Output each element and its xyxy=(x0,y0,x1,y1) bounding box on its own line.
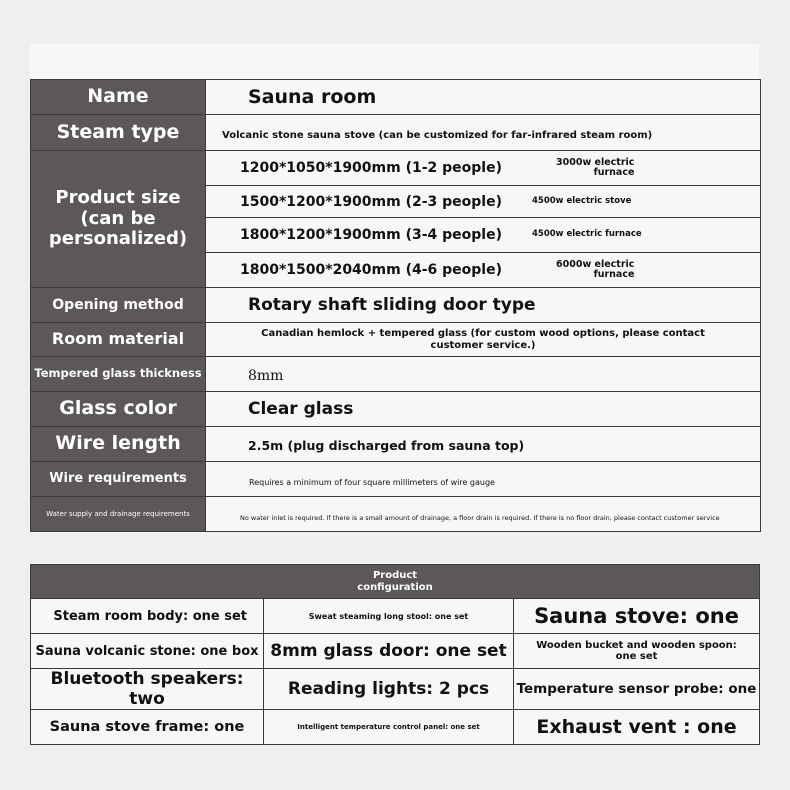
config-row-3 xyxy=(31,669,760,710)
stove-3: 4500w electric furnace xyxy=(532,229,642,240)
config-row-1 xyxy=(31,599,760,634)
size-4: 1800*1500*2040mm (4-6 people) xyxy=(240,262,503,278)
steam-type-label: Steam type xyxy=(31,115,206,151)
config-item: Wooden bucket and wooden spoon: one set xyxy=(514,634,760,669)
top-strip xyxy=(30,44,759,79)
row-wire-length xyxy=(31,427,761,462)
name-label: Name xyxy=(31,80,206,115)
config-header-row xyxy=(31,565,760,599)
config-item: Reading lights: 2 pcs xyxy=(264,669,514,710)
wire-requirements-value: Requires a minimum of four square millimeters of wire gauge xyxy=(249,477,495,487)
glass-color-value: Clear glass xyxy=(248,399,354,419)
stove-1: 3000w electric furnace xyxy=(556,156,635,178)
row-opening-method xyxy=(31,288,761,323)
product-size-label: Product size (can be personalized) xyxy=(31,151,206,288)
glass-thickness-value: 8mm xyxy=(248,367,284,384)
opening-method-label: Opening method xyxy=(31,288,206,323)
wire-length-value: 2.5m (plug discharged from sauna top) xyxy=(248,437,525,453)
config-item: Sweat steaming long stool: one set xyxy=(264,599,514,634)
size-3: 1800*1200*1900mm (3-4 people) xyxy=(240,227,503,243)
room-material-label: Room material xyxy=(31,323,206,357)
opening-method-value: Rotary shaft sliding door type xyxy=(248,295,536,315)
config-item: Sauna volcanic stone: one box xyxy=(31,634,264,669)
row-room-material xyxy=(31,323,761,357)
room-material-value: Canadian hemlock + tempered glass (for custom wood options, please contact customer service.) xyxy=(261,328,705,351)
row-steam-type xyxy=(31,115,761,151)
config-item: Temperature sensor probe: one xyxy=(514,669,760,710)
wire-length-label: Wire length xyxy=(31,427,206,462)
config-table xyxy=(30,564,760,745)
config-item: Sauna stove frame: one xyxy=(31,710,264,745)
config-item: Intelligent temperature control panel: one set xyxy=(264,710,514,745)
config-title: Product configuration xyxy=(31,565,760,599)
config-row-2 xyxy=(31,634,760,669)
size-1: 1200*1050*1900mm (1-2 people) xyxy=(240,160,503,176)
config-item: 8mm glass door: one set xyxy=(264,634,514,669)
glass-color-label: Glass color xyxy=(31,392,206,427)
stove-2: 4500w electric stove xyxy=(532,195,632,206)
steam-type-value: Volcanic stone sauna stove (can be customized for far-infrared steam room) xyxy=(222,130,653,141)
config-item: Exhaust vent : one xyxy=(514,710,760,745)
config-item: Steam room body: one set xyxy=(31,599,264,634)
row-wire-requirements xyxy=(31,462,761,497)
water-supply-value: No water inlet is required. If there is a small amount of drainage, a floor drain is required. If there is no floor drain, please contact customer service xyxy=(240,513,720,522)
spec-table xyxy=(30,79,761,532)
config-row-4 xyxy=(31,710,760,745)
stove-4: 6000w electric furnace xyxy=(556,258,635,280)
row-glass-thickness xyxy=(31,357,761,392)
row-name xyxy=(31,80,761,115)
row-glass-color xyxy=(31,392,761,427)
config-item: Bluetooth speakers: two xyxy=(31,669,264,710)
water-supply-label: Water supply and drainage requirements xyxy=(31,497,206,532)
config-item: Sauna stove: one xyxy=(514,599,760,634)
wire-requirements-label: Wire requirements xyxy=(31,462,206,497)
row-water-supply xyxy=(31,497,761,532)
size-2: 1500*1200*1900mm (2-3 people) xyxy=(240,193,503,210)
name-value: Sauna room xyxy=(248,86,377,108)
row-size-1 xyxy=(31,151,761,186)
glass-thickness-label: Tempered glass thickness xyxy=(31,357,206,392)
